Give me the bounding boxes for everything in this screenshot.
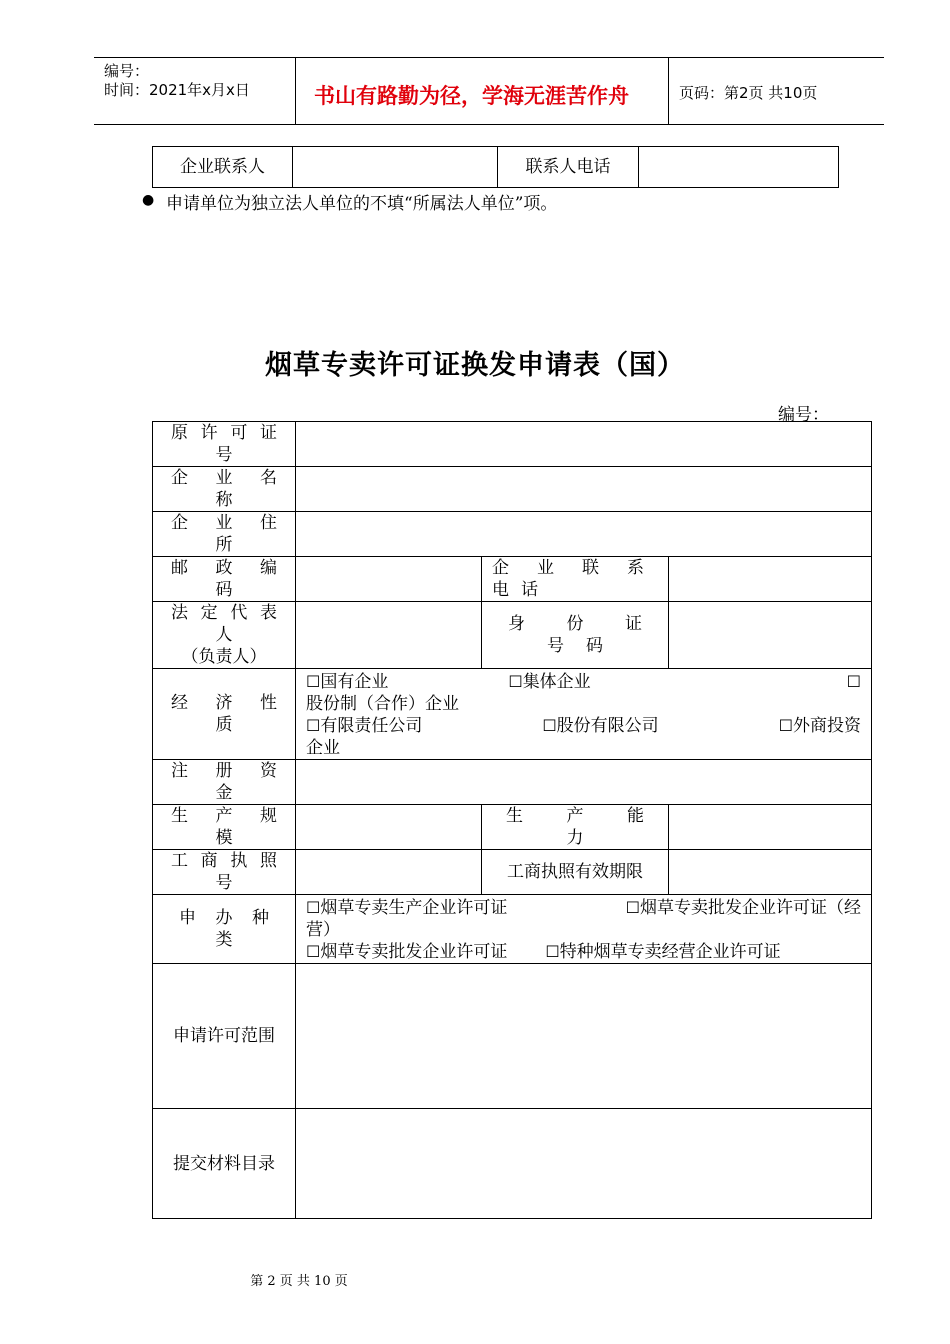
production-capacity-label: 生产能 力 xyxy=(482,805,669,850)
original-license-label: 原许可证 号 xyxy=(153,422,296,467)
contact-person-field[interactable] xyxy=(293,147,498,188)
header-top-rule xyxy=(94,57,884,58)
row-company-name xyxy=(153,467,872,512)
application-type-options xyxy=(296,895,872,964)
production-scale-label: 生产规 模 xyxy=(153,805,296,850)
application-type-label: 申办种 类 xyxy=(153,895,296,964)
option-collective[interactable]: ☐集体企业 xyxy=(508,672,591,692)
checkbox-icon[interactable]: ☐ xyxy=(846,672,862,691)
row-business-license xyxy=(153,850,872,895)
application-form xyxy=(152,421,872,1219)
materials-field[interactable] xyxy=(296,1109,872,1219)
business-license-field[interactable] xyxy=(296,850,482,895)
business-license-term-label: 工商执照有效期限 xyxy=(482,850,669,895)
row-application-type xyxy=(153,895,872,964)
option-wholesale-license[interactable]: ☐烟草专卖批发企业许可证 xyxy=(306,942,508,962)
materials-label: 提交材料目录 xyxy=(153,1109,296,1219)
contact-person-label: 企业联系人 xyxy=(153,147,293,188)
original-license-field[interactable] xyxy=(296,422,872,467)
business-license-term-field[interactable] xyxy=(669,850,872,895)
row-legal-rep xyxy=(153,602,872,669)
header-number-label: 编号： xyxy=(104,62,150,80)
economic-nature-label: 经济性 质 xyxy=(153,669,296,760)
economic-nature-options xyxy=(296,669,872,760)
header-bottom-rule xyxy=(94,124,884,125)
row-production-scale xyxy=(153,805,872,850)
legal-rep-field[interactable] xyxy=(296,602,482,669)
checkbox-icon[interactable]: ☐ xyxy=(508,672,523,691)
checkbox-icon[interactable]: ☐ xyxy=(306,672,321,691)
option-joint-stock-coop[interactable]: 股份制（合作）企业 xyxy=(306,694,459,714)
header-divider xyxy=(295,57,296,124)
license-scope-field[interactable] xyxy=(296,964,872,1109)
option-state-owned[interactable]: ☐国有企业 xyxy=(306,672,389,692)
header-time: 时间：2021年x月x日 xyxy=(104,81,250,99)
production-capacity-field[interactable] xyxy=(669,805,872,850)
note-text: 申请单位为独立法人单位的不填“所属法人单位”项。 xyxy=(166,194,558,214)
option-special-license[interactable]: ☐特种烟草专卖经营企业许可证 xyxy=(545,942,781,962)
postcode-field[interactable] xyxy=(296,557,482,602)
id-number-label: 身份证 号码 xyxy=(482,602,669,669)
row-license-scope xyxy=(153,964,872,1109)
postcode-label: 邮政编 码 xyxy=(153,557,296,602)
checkbox-icon[interactable]: ☐ xyxy=(625,898,641,917)
row-postcode xyxy=(153,557,872,602)
option-foreign-investment[interactable]: ☐外商投资 xyxy=(778,716,861,736)
header-motto: 书山有路勤为径，学海无涯苦作舟 xyxy=(314,84,629,108)
license-scope-label: 申请许可范围 xyxy=(153,964,296,1109)
legal-rep-label: 法定代表 人 （负责人） xyxy=(153,602,296,669)
company-address-label: 企业住 所 xyxy=(153,512,296,557)
checkbox-icon[interactable]: ☐ xyxy=(306,716,321,735)
registered-capital-field[interactable] xyxy=(296,760,872,805)
contact-phone-field[interactable] xyxy=(639,147,839,188)
contact-phone-label: 联系人电话 xyxy=(498,147,639,188)
option-wholesale-operate-tail: 营） xyxy=(306,920,340,940)
company-address-field[interactable] xyxy=(296,512,872,557)
checkbox-icon[interactable]: ☐ xyxy=(778,716,793,735)
production-scale-field[interactable] xyxy=(296,805,482,850)
row-registered-capital xyxy=(153,760,872,805)
header-divider xyxy=(668,57,669,124)
company-name-label: 企业名 称 xyxy=(153,467,296,512)
row-original-license xyxy=(153,422,872,467)
row-materials xyxy=(153,1109,872,1219)
checkbox-icon[interactable]: ☐ xyxy=(306,898,321,917)
company-phone-field[interactable] xyxy=(669,557,872,602)
company-name-field[interactable] xyxy=(296,467,872,512)
checkbox-icon[interactable]: ☐ xyxy=(542,716,557,735)
row-economic-nature xyxy=(153,669,872,760)
business-license-label: 工商执照 号 xyxy=(153,850,296,895)
contact-table xyxy=(152,146,839,188)
id-number-field[interactable] xyxy=(669,602,872,669)
page-footer: 第 2 页 共 10 页 xyxy=(250,1274,348,1289)
option-wholesale-operate-license[interactable]: ☐烟草专卖批发企业许可证（经 xyxy=(625,898,862,918)
header-page-label: 页码：第2页 共10页 xyxy=(679,84,818,102)
checkbox-icon[interactable]: ☐ xyxy=(545,942,560,961)
row-company-address xyxy=(153,512,872,557)
option-foreign-investment-tail: 企业 xyxy=(306,738,340,758)
form-number-label: 编号： xyxy=(778,405,829,425)
option-limited-liability[interactable]: ☐有限责任公司 xyxy=(306,716,423,736)
company-phone-label: 企业联系 电话 xyxy=(482,557,669,602)
registered-capital-label: 注册资 金 xyxy=(153,760,296,805)
form-title: 烟草专卖许可证换发申请表（国） xyxy=(265,350,685,381)
option-joint-stock-ltd[interactable]: ☐股份有限公司 xyxy=(542,716,659,736)
note-bullet: ● xyxy=(142,192,155,208)
checkbox-icon[interactable]: ☐ xyxy=(306,942,321,961)
option-production-license[interactable]: ☐烟草专卖生产企业许可证 xyxy=(306,898,508,918)
